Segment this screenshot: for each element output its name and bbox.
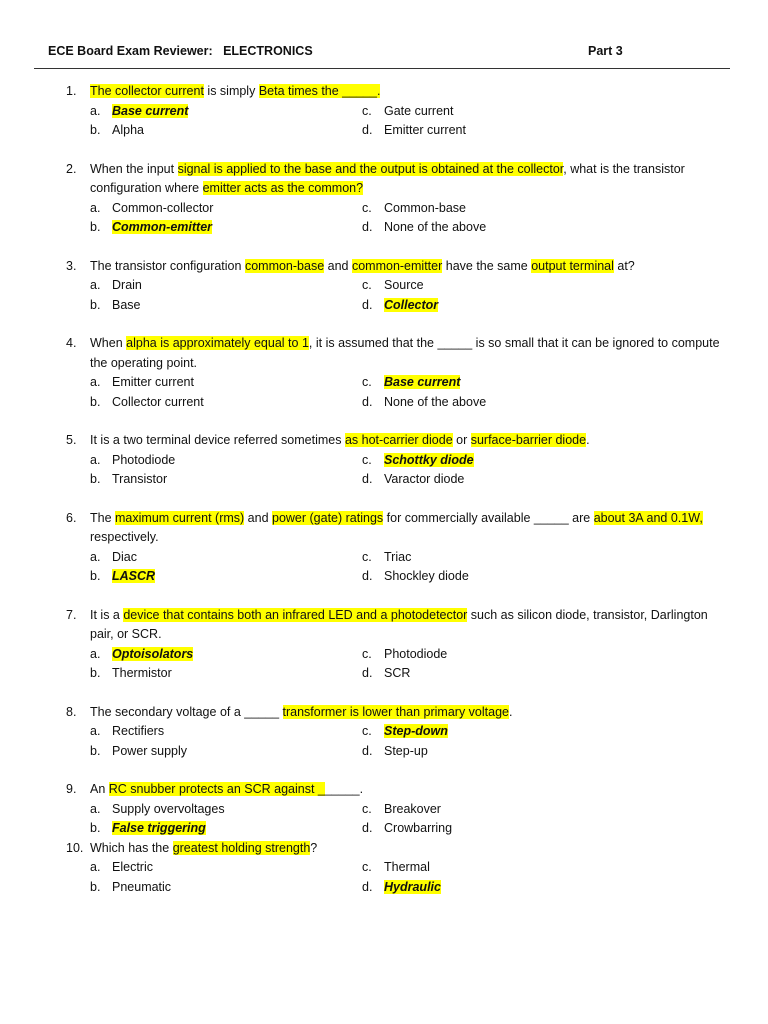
- highlighted-text: common-emitter: [351, 258, 443, 273]
- option-letter: a.: [90, 860, 101, 874]
- answer-option: [90, 645, 193, 665]
- part-label: Part 3: [588, 44, 623, 58]
- question-item: [0, 431, 768, 490]
- answer-option: [90, 742, 187, 762]
- option-text: Power supply: [112, 743, 188, 758]
- stem-text: It is a two terminal device referred sometimes: [90, 433, 345, 447]
- stem-text: have the same: [442, 258, 532, 273]
- question-stem: [90, 431, 730, 451]
- question-number: 6.: [66, 510, 77, 525]
- question-item: [0, 82, 768, 141]
- question-item: [0, 780, 768, 839]
- option-letter: d.: [362, 394, 373, 409]
- answer-option: [362, 296, 438, 316]
- question-number: 5.: [66, 433, 77, 447]
- question-number: 4.: [66, 336, 77, 350]
- correct-answer-text: Step-down: [384, 724, 448, 738]
- answer-option: [90, 102, 188, 122]
- answer-option: [362, 548, 411, 568]
- answer-option: [362, 645, 447, 665]
- question-item: [0, 334, 768, 412]
- answer-option: [90, 819, 206, 839]
- option-letter: d.: [362, 123, 373, 137]
- answer-option: [362, 800, 441, 820]
- answer-option: [362, 819, 452, 839]
- option-letter: d.: [362, 743, 373, 758]
- option-text: Common-base: [384, 200, 466, 215]
- highlighted-text: emitter acts as the common?: [202, 181, 364, 195]
- option-text: Common-collector: [112, 200, 214, 215]
- option-row: [0, 664, 768, 684]
- option-grid: [0, 276, 768, 315]
- question-stem: [90, 334, 730, 373]
- option-row: [0, 800, 768, 820]
- option-grid: [0, 722, 768, 761]
- stem-text: at?: [613, 258, 635, 273]
- question-stem: [90, 839, 730, 859]
- option-grid: [0, 373, 768, 412]
- option-letter: c.: [362, 860, 372, 874]
- option-text: Pneumatic: [112, 879, 172, 894]
- option-letter: a.: [90, 200, 101, 215]
- stem-text: or: [452, 433, 471, 447]
- answer-option: [90, 858, 153, 878]
- option-grid: [0, 858, 768, 897]
- option-row: [0, 102, 768, 122]
- answer-option: [90, 199, 213, 219]
- option-row: [0, 548, 768, 568]
- answer-option: [362, 858, 430, 878]
- question-number: 9.: [66, 782, 77, 796]
- question-number: 3.: [66, 258, 77, 273]
- highlighted-text: transformer is lower than primary voltage: [282, 704, 509, 719]
- option-grid: [0, 548, 768, 587]
- question-stem: [90, 82, 730, 102]
- question-number: 10.: [66, 840, 84, 855]
- option-row: [0, 393, 768, 413]
- option-text: Breakover: [384, 801, 441, 816]
- stem-text: The secondary voltage of a _____: [90, 704, 283, 719]
- option-letter: c.: [362, 801, 372, 816]
- stem-text: .: [508, 704, 513, 719]
- option-text: Photodiode: [384, 646, 448, 661]
- option-row: [0, 858, 768, 878]
- option-letter: a.: [90, 646, 101, 661]
- option-letter: c.: [362, 724, 372, 738]
- option-row: [0, 276, 768, 296]
- stem-text: , what is the transistor configuration where: [90, 161, 685, 195]
- answer-option: [362, 199, 466, 219]
- option-text: None of the above: [384, 394, 487, 409]
- option-text: SCR: [384, 666, 411, 680]
- option-letter: a.: [90, 375, 101, 389]
- answer-option: [362, 451, 474, 471]
- option-row: [0, 567, 768, 587]
- option-text: Transistor: [112, 472, 168, 486]
- answer-option: [90, 470, 167, 490]
- option-row: [0, 199, 768, 219]
- answer-option: [362, 218, 486, 238]
- option-row: [0, 373, 768, 393]
- answer-option: [90, 218, 212, 238]
- option-text: Crowbarring: [384, 821, 453, 835]
- answer-option: [90, 664, 172, 684]
- answer-option: [362, 102, 453, 122]
- stem-text: such as silicon diode, transistor, Darlington pair, or SCR.: [90, 607, 708, 641]
- option-text: Photodiode: [112, 452, 176, 467]
- option-row: [0, 645, 768, 665]
- highlighted-text: as hot-carrier diode: [344, 433, 453, 447]
- option-letter: b.: [90, 297, 101, 312]
- option-row: [0, 722, 768, 742]
- highlighted-text: common-base: [244, 258, 325, 273]
- answer-option: [90, 878, 171, 898]
- answer-option: [362, 878, 441, 898]
- option-letter: d.: [362, 297, 373, 312]
- option-letter: a.: [90, 452, 101, 467]
- answer-option: [90, 800, 225, 820]
- answer-option: [362, 373, 460, 393]
- option-letter: c.: [362, 646, 372, 661]
- option-letter: c.: [362, 452, 372, 467]
- option-text: Varactor diode: [384, 472, 465, 486]
- question-item: [0, 703, 768, 762]
- option-letter: b.: [90, 394, 101, 409]
- option-text: None of the above: [384, 220, 487, 234]
- correct-answer-text: False triggering: [112, 821, 206, 835]
- question-number: 1.: [66, 84, 77, 98]
- stem-text: respectively.: [90, 530, 159, 544]
- answer-option: [362, 664, 410, 684]
- question-item: [0, 160, 768, 238]
- highlighted-text: output terminal: [531, 258, 614, 273]
- option-letter: d.: [362, 666, 373, 680]
- highlighted-text: surface-barrier diode: [470, 433, 587, 447]
- correct-answer-text: Common-emitter: [112, 220, 213, 234]
- answer-option: [90, 722, 164, 742]
- option-letter: a.: [90, 278, 101, 292]
- highlighted-text: device that contains both an infrared LED and a photodetector: [123, 607, 468, 622]
- question-number: 2.: [66, 161, 77, 176]
- answer-option: [90, 393, 204, 413]
- option-letter: c.: [362, 103, 372, 118]
- highlighted-text: greatest holding strength: [172, 840, 311, 855]
- answer-option: [90, 567, 155, 587]
- correct-answer-text: Optoisolators: [112, 646, 194, 661]
- option-row: [0, 470, 768, 490]
- option-text: Electric: [112, 860, 153, 874]
- answer-option: [90, 296, 141, 316]
- option-letter: a.: [90, 549, 101, 564]
- option-letter: b.: [90, 666, 101, 680]
- option-letter: d.: [362, 220, 373, 234]
- highlighted-text: about 3A and 0.1W,: [593, 510, 703, 525]
- option-row: [0, 296, 768, 316]
- answer-option: [362, 276, 424, 296]
- option-letter: b.: [90, 220, 101, 234]
- correct-answer-text: Base current: [112, 103, 189, 118]
- stem-text: When: [90, 336, 127, 350]
- option-letter: d.: [362, 879, 373, 894]
- stem-text: .: [586, 433, 590, 447]
- answer-option: [362, 393, 486, 413]
- option-letter: a.: [90, 801, 101, 816]
- option-letter: d.: [362, 472, 373, 486]
- option-letter: b.: [90, 569, 101, 583]
- option-letter: c.: [362, 200, 372, 215]
- answer-option: [90, 548, 137, 568]
- highlighted-text: RC snubber protects an SCR against _: [108, 782, 325, 796]
- stem-text: ?: [310, 840, 318, 855]
- stem-text: for commercially available _____ are: [383, 510, 594, 525]
- question-item: [0, 257, 768, 316]
- highlighted-text: The collector current: [90, 84, 204, 98]
- option-grid: [0, 199, 768, 238]
- highlighted-text: power (gate) ratings: [272, 510, 384, 525]
- question-item: [0, 606, 768, 684]
- option-row: [0, 819, 768, 839]
- option-letter: b.: [90, 821, 101, 835]
- option-text: Drain: [112, 278, 142, 292]
- stem-text: An: [90, 782, 109, 796]
- option-text: Collector current: [112, 394, 204, 409]
- option-text: Diac: [112, 549, 138, 564]
- option-letter: d.: [362, 821, 373, 835]
- question-item: [0, 839, 768, 898]
- question-list: [0, 82, 768, 897]
- option-text: Emitter current: [112, 375, 194, 389]
- highlighted-text: alpha is approximately equal to 1: [126, 336, 309, 350]
- correct-answer-text: Schottky diode: [384, 452, 474, 467]
- stem-text: The: [90, 510, 116, 525]
- stem-text: The transistor configuration: [90, 258, 245, 273]
- answer-option: [362, 567, 469, 587]
- option-text: Supply overvoltages: [112, 801, 225, 816]
- option-row: [0, 878, 768, 898]
- option-grid: [0, 645, 768, 684]
- question-stem: [90, 257, 730, 277]
- option-letter: c.: [362, 375, 372, 389]
- correct-answer-text: Collector: [384, 297, 439, 312]
- question-item: [0, 509, 768, 587]
- question-stem: [90, 509, 730, 548]
- option-text: Thermal: [384, 860, 430, 874]
- highlighted-text: Beta times the _____.: [258, 84, 381, 98]
- option-grid: [0, 102, 768, 141]
- option-letter: b.: [90, 123, 101, 137]
- answer-option: [90, 121, 144, 141]
- option-text: Triac: [384, 549, 412, 564]
- option-text: Alpha: [112, 123, 144, 137]
- stem-text: Which has the: [90, 840, 173, 855]
- option-letter: c.: [362, 278, 372, 292]
- question-stem: [90, 160, 730, 199]
- option-letter: b.: [90, 879, 101, 894]
- stem-text: _____.: [324, 782, 364, 796]
- answer-option: [90, 373, 194, 393]
- correct-answer-text: Base current: [384, 375, 461, 389]
- option-row: [0, 218, 768, 238]
- option-row: [0, 121, 768, 141]
- document-title: ECE Board Exam Reviewer: ELECTRONICS: [48, 44, 313, 58]
- page-header: [48, 44, 728, 66]
- stem-text: When the input: [90, 161, 178, 176]
- option-letter: d.: [362, 569, 373, 583]
- stem-text: is simply: [203, 84, 259, 98]
- question-stem: [90, 606, 730, 645]
- option-text: Step-up: [384, 743, 428, 758]
- question-stem: [90, 703, 730, 723]
- question-stem: [90, 780, 730, 800]
- option-text: Shockley diode: [384, 569, 469, 583]
- highlighted-text: signal is applied to the base and the output is obtained at the collector: [177, 161, 564, 176]
- stem-text: and: [244, 510, 272, 525]
- option-letter: b.: [90, 472, 101, 486]
- highlighted-text: maximum current (rms): [115, 510, 245, 525]
- option-letter: a.: [90, 103, 101, 118]
- answer-option: [362, 470, 464, 490]
- stem-text: It is a: [90, 607, 124, 622]
- option-grid: [0, 451, 768, 490]
- option-row: [0, 451, 768, 471]
- option-text: Gate current: [384, 103, 454, 118]
- option-row: [0, 742, 768, 762]
- option-letter: c.: [362, 549, 372, 564]
- option-letter: b.: [90, 743, 101, 758]
- answer-option: [362, 722, 448, 742]
- option-text: Emitter current: [384, 123, 466, 137]
- option-text: Source: [384, 278, 424, 292]
- question-number: 8.: [66, 704, 77, 719]
- option-letter: a.: [90, 724, 101, 738]
- option-grid: [0, 800, 768, 839]
- answer-option: [362, 742, 428, 762]
- option-text: Rectifiers: [112, 724, 165, 738]
- option-text: Thermistor: [112, 666, 172, 680]
- stem-text: and: [324, 258, 352, 273]
- header-divider: [34, 68, 730, 69]
- question-number: 7.: [66, 607, 77, 622]
- correct-answer-text: LASCR: [112, 569, 156, 583]
- stem-text: , it is assumed that the _____ is so small that it can be ignored to compute the operating point.: [90, 336, 720, 370]
- correct-answer-text: Hydraulic: [384, 879, 441, 894]
- answer-option: [362, 121, 466, 141]
- answer-option: [90, 451, 175, 471]
- option-text: Base: [112, 297, 141, 312]
- answer-option: [90, 276, 142, 296]
